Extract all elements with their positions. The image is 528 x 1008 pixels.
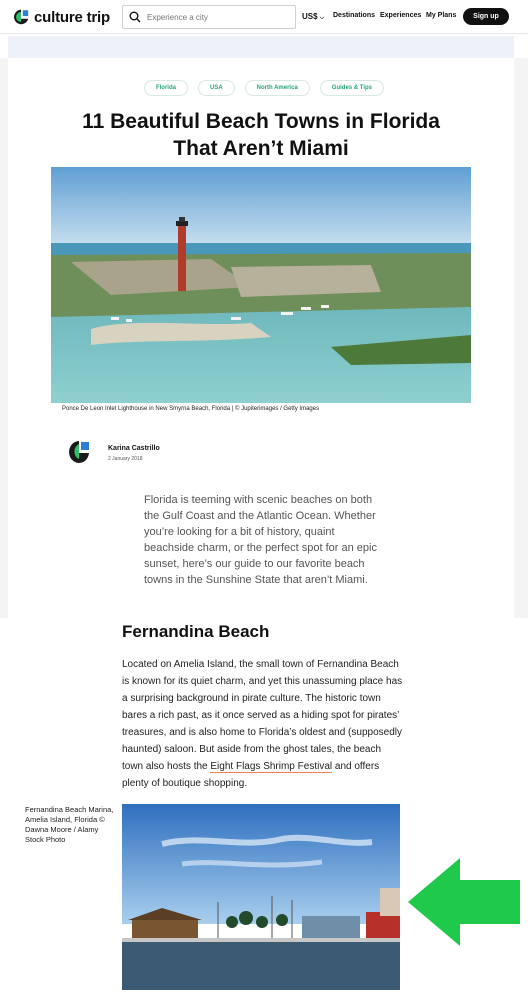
tag-north-america[interactable]: North America bbox=[245, 80, 310, 96]
hero-caption: Ponce De Leon Inlet Lighthouse in New Smyrna Beach, Florida | © Jupiterimages / Getty Images bbox=[62, 406, 320, 412]
chevron-down-icon: ⌵ bbox=[319, 15, 325, 21]
page-gutter-left bbox=[0, 58, 8, 618]
logo[interactable] bbox=[12, 7, 110, 27]
section-title: Fernandina Beach bbox=[122, 622, 270, 641]
marina-image bbox=[122, 804, 400, 990]
logo-text: culture trip bbox=[34, 8, 110, 26]
green-arrow-icon bbox=[408, 858, 520, 946]
marina-caption: Fernandina Beach Marina, Amelia Island, Florida © Dawna Moore / Alamy Stock Photo bbox=[25, 805, 114, 844]
tag-list bbox=[0, 80, 528, 96]
article-intro: Florida is teeming with scenic beaches on both the Gulf Coast and the Atlantic Ocean. Whether you’re looking for a bit of history, quaint beachside charm, or the perfect spot for an epic sunset, here’s our guide to our favorite beach towns in the Sunshine State that aren’t Miami. bbox=[144, 494, 377, 586]
tag-usa[interactable]: USA bbox=[198, 80, 235, 96]
site-header bbox=[0, 0, 528, 34]
nav-destinations[interactable]: Destinations bbox=[333, 12, 376, 19]
currency-selector[interactable] bbox=[302, 12, 324, 22]
tag-florida[interactable]: Florida bbox=[144, 80, 188, 96]
body-text: Located on Amelia Island, the small town of Fernandina Beach is known for its quiet charm, and yet this unassuming place has a surprising background in pirate culture. The historic town bares a rich past, as it once served as a hiding spot for pirates’ treasures, and is also home to Florida’s oldest and (supposedly haunted) saloon. But aside from the ghost tales, the beach town also hosts the bbox=[122, 659, 403, 772]
body-text-end: and offers plenty of boutique shopping. bbox=[122, 761, 380, 789]
nav-my-plans[interactable]: My Plans bbox=[426, 12, 457, 19]
page-gutter-right bbox=[514, 58, 528, 618]
author-name[interactable]: Karina Castrillo bbox=[108, 445, 160, 452]
hero-image bbox=[51, 167, 471, 403]
currency-label: US$ bbox=[302, 12, 318, 21]
author-avatar-icon[interactable] bbox=[68, 440, 90, 464]
search-box[interactable] bbox=[122, 5, 296, 29]
section-body bbox=[122, 656, 404, 792]
festival-link[interactable]: Eight Flags Shrimp Festival bbox=[210, 761, 333, 772]
search-input[interactable] bbox=[147, 13, 287, 22]
culture-trip-logo-icon bbox=[12, 8, 30, 26]
search-icon bbox=[129, 11, 141, 23]
publish-date: 2 January 2018 bbox=[108, 456, 143, 462]
nav-experiences[interactable]: Experiences bbox=[380, 12, 422, 19]
article-title: 11 Beautiful Beach Towns in Florida That Aren’t Miami bbox=[82, 110, 440, 160]
signup-button[interactable]: Sign up bbox=[463, 8, 509, 25]
tag-guides-tips[interactable]: Guides & Tips bbox=[320, 80, 384, 96]
ad-banner bbox=[8, 36, 514, 58]
